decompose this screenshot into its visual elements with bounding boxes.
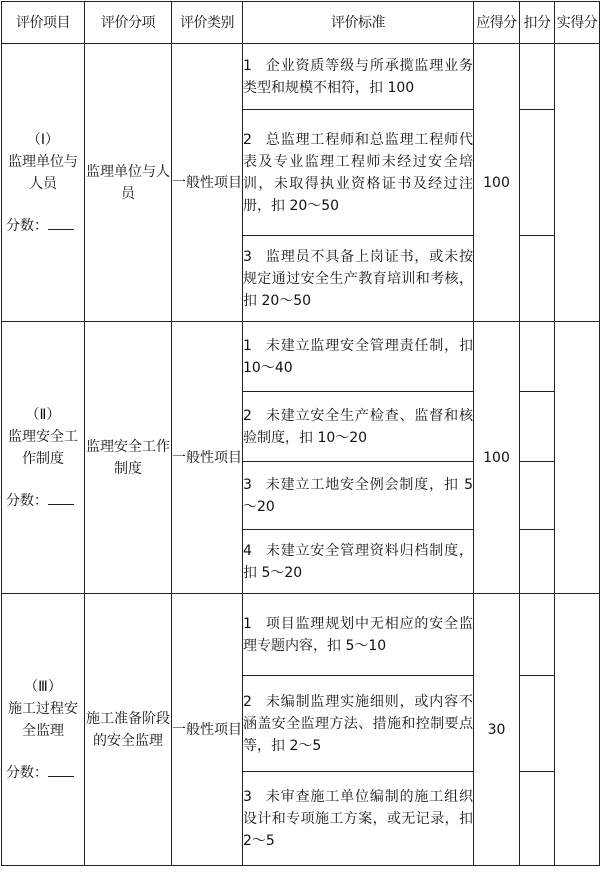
eval-sub-item: 监理单位与人员 [85, 44, 172, 322]
eval-item [2, 44, 85, 322]
deduct-cell[interactable] [520, 462, 555, 530]
score-label: 分数： [2, 760, 84, 784]
deduct-cell[interactable] [520, 530, 555, 594]
item-name: 施工过程安全监理 [8, 700, 78, 739]
header-category: 评价类别 [172, 2, 243, 44]
full-score: 100 [474, 44, 520, 322]
actual-score-cell[interactable] [555, 322, 600, 594]
deduct-cell[interactable] [520, 44, 555, 110]
score-blank[interactable] [48, 760, 74, 777]
criterion: 3 未审查施工单位编制的施工组织设计和专项施工方案，或无记录，扣 2～5 [243, 772, 474, 866]
criterion: 1 未建立监理安全管理责任制，扣 10～40 [243, 322, 474, 392]
actual-score-cell[interactable] [555, 44, 600, 322]
deduct-cell[interactable] [520, 392, 555, 462]
table-row [2, 44, 600, 110]
eval-item [2, 594, 85, 866]
item-name: 监理安全工作制度 [8, 428, 78, 467]
criterion: 4 未建立安全管理资料归档制度，扣 5～20 [243, 530, 474, 594]
header-actual: 实得分 [555, 2, 600, 44]
header-deduct: 扣分 [520, 2, 555, 44]
criterion: 3 未建立工地安全例会制度，扣 5～20 [243, 462, 474, 530]
eval-sub-item: 监理安全工作制度 [85, 322, 172, 594]
score-label: 分数： [2, 213, 84, 237]
score-label: 分数： [2, 488, 84, 512]
actual-score-cell[interactable] [555, 594, 600, 866]
item-number: （Ⅱ） [25, 406, 61, 423]
deduct-cell[interactable] [520, 772, 555, 866]
criterion: 2 未编制监理实施细则，或内容不涵盖安全监理方法、措施和控制要点等，扣 2～5 [243, 676, 474, 772]
deduct-cell[interactable] [520, 236, 555, 322]
eval-item [2, 322, 85, 594]
criterion: 1 项目监理规划中无相应的安全监理专题内容，扣 5～10 [243, 594, 474, 676]
score-blank[interactable] [48, 213, 74, 230]
item-number: （Ⅲ） [24, 678, 62, 695]
full-score: 30 [474, 594, 520, 866]
header-standard: 评价标准 [243, 2, 474, 44]
deduct-cell[interactable] [520, 594, 555, 676]
eval-category: 一般性项目 [172, 322, 243, 594]
table-row [2, 594, 600, 676]
evaluation-table [1, 1, 600, 866]
item-name: 监理单位与人员 [8, 153, 78, 192]
criterion: 2 总监理工程师和总监理工程师代表及专业监理工程师未经过安全培训，未取得执业资格证书及经过注册，扣 20～50 [243, 110, 474, 236]
table-row [2, 322, 600, 392]
header-full-score: 应得分 [474, 2, 520, 44]
criterion: 1 企业资质等级与所承揽监理业务类型和规模不相符，扣 100 [243, 44, 474, 110]
criterion: 2 未建立安全生产检查、监督和核验制度，扣 10～20 [243, 392, 474, 462]
eval-category: 一般性项目 [172, 594, 243, 866]
full-score: 100 [474, 322, 520, 594]
deduct-cell[interactable] [520, 110, 555, 236]
header-item: 评价项目 [2, 2, 85, 44]
score-blank[interactable] [48, 488, 74, 505]
item-number: （Ⅰ） [26, 131, 60, 148]
deduct-cell[interactable] [520, 322, 555, 392]
eval-category: 一般性项目 [172, 44, 243, 322]
deduct-cell[interactable] [520, 676, 555, 772]
criterion: 3 监理员不具备上岗证书，或未按规定通过安全生产教育培训和考核，扣 20～50 [243, 236, 474, 322]
eval-sub-item: 施工准备阶段的安全监理 [85, 594, 172, 866]
header-row [2, 2, 600, 44]
header-sub-item: 评价分项 [85, 2, 172, 44]
